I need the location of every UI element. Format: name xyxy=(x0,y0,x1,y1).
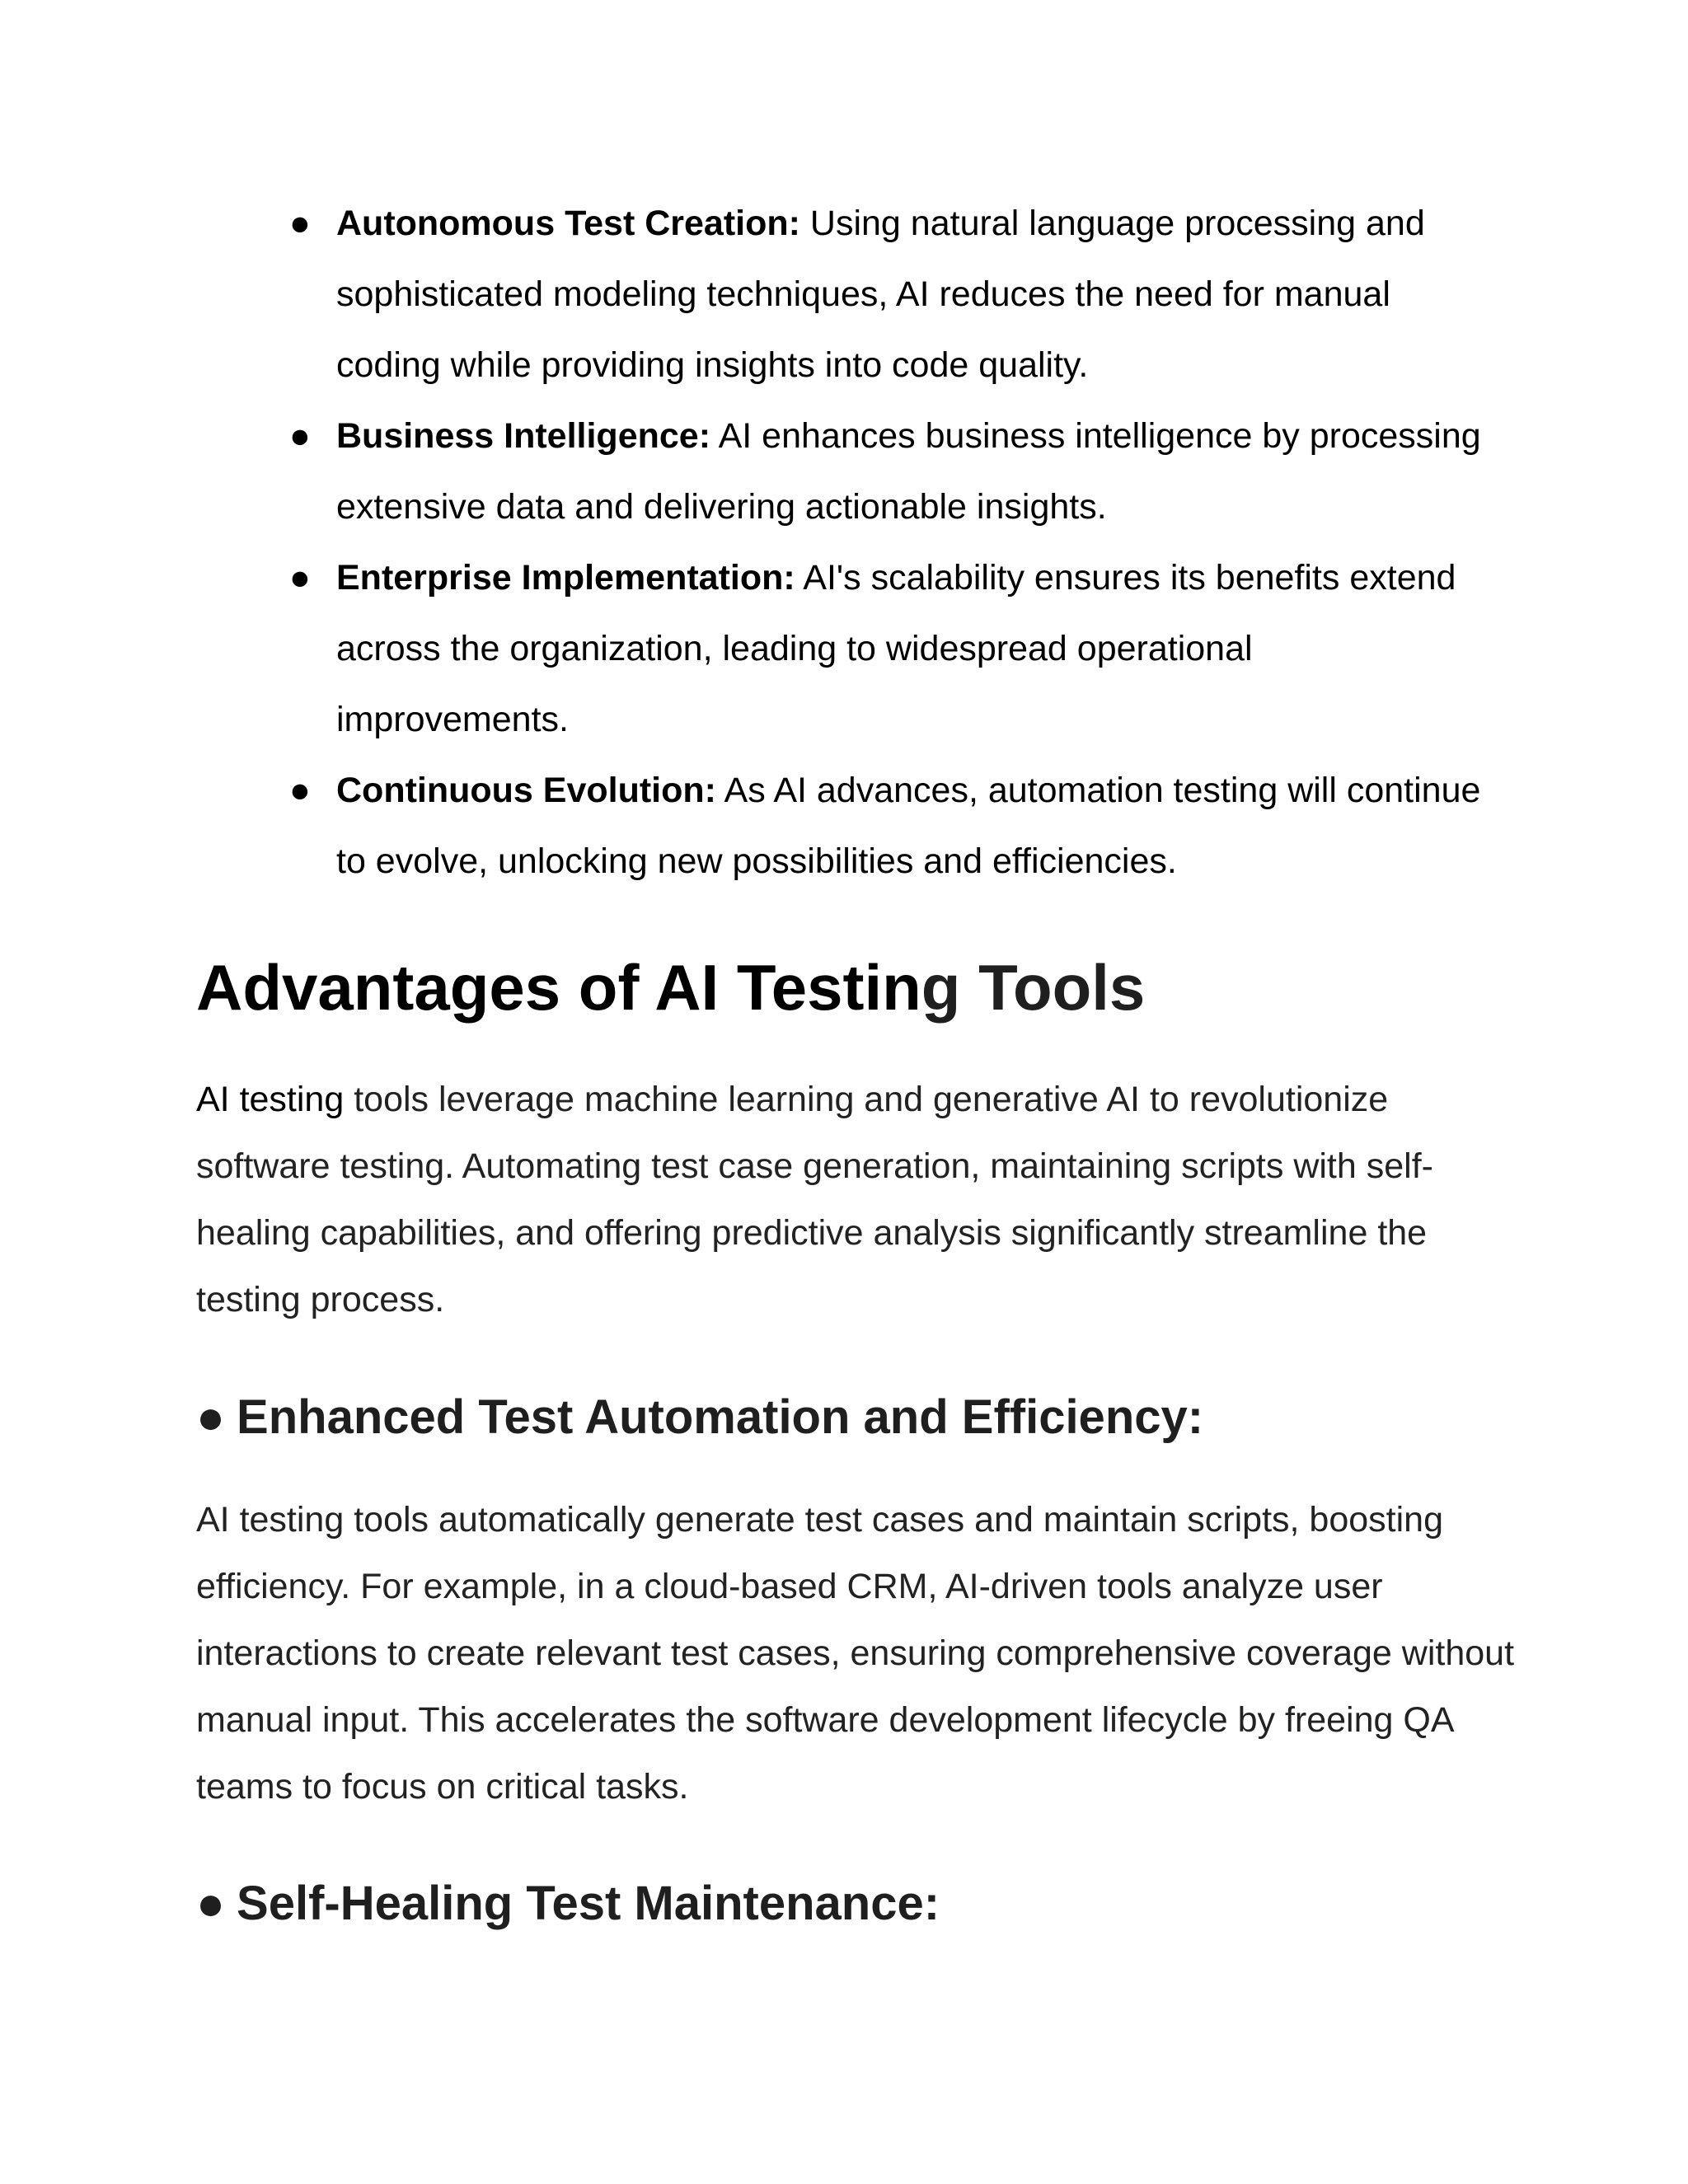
bullet-icon: ● xyxy=(196,1390,226,1444)
intro-paragraph xyxy=(196,1066,1515,1333)
list-item xyxy=(279,188,1490,401)
list-item xyxy=(279,542,1490,755)
section-heading-tail: g Tools xyxy=(921,951,1146,1024)
benefits-bullet-list xyxy=(279,188,1490,897)
bullet-text: AI enhances business intelligence by processing extensive data and delivering actionable insights. xyxy=(336,416,1481,527)
bullet-term: Autonomous Test Creation: xyxy=(336,204,800,243)
list-item xyxy=(279,401,1490,542)
intro-rest: tools leverage machine learning and generative AI to revolutionize software testing. Automating test case generation, maintaining scripts with self-healing capabilities, and offering predictive analysis significantly streamline the testing process. xyxy=(196,1080,1433,1319)
bullet-icon: ● xyxy=(289,204,311,243)
bullet-term: Enterprise Implementation: xyxy=(336,558,795,598)
bullet-text: As AI advances, automation testing will continue to evolve, unlocking new possibilities and efficiencies. xyxy=(336,771,1481,881)
bullet-icon: ● xyxy=(289,416,311,456)
list-item xyxy=(279,755,1490,897)
bullet-term: Continuous Evolution: xyxy=(336,771,716,810)
section-heading xyxy=(196,946,1145,1029)
bullet-term: Business Intelligence: xyxy=(336,416,711,456)
subheading-test-automation xyxy=(196,1385,1203,1451)
bullet-icon: ● xyxy=(289,771,311,810)
bullet-icon: ● xyxy=(196,1877,226,1930)
subheading-title: Self-Healing Test Maintenance: xyxy=(237,1877,940,1930)
bullet-text: AI's scalability ensures its benefits extend across the organization, leading to widespread operational improvements. xyxy=(336,558,1456,739)
subheading-title: Enhanced Test Automation and Efficiency: xyxy=(237,1390,1204,1444)
subsection-paragraph: AI testing tools automatically generate test cases and maintain scripts, boosting efficiency. For example, in a cloud-based CRM, AI-driven tools analyze user interactions to create relevant test cases, ensuring comprehensive coverage without manual input. This accelerates the software development lifecycle by freeing QA teams to focus on critical tasks. xyxy=(196,1500,1515,1807)
subheading-self-healing xyxy=(196,1871,940,1937)
bullet-icon: ● xyxy=(289,558,311,598)
bullet-text: Using natural language processing and sophisticated modeling techniques, AI reduces the need for manual coding while providing insights into code quality. xyxy=(336,204,1425,385)
section-heading-main: Advantages of AI Testin xyxy=(196,951,921,1024)
intro-lead: AI testing xyxy=(196,1080,345,1119)
